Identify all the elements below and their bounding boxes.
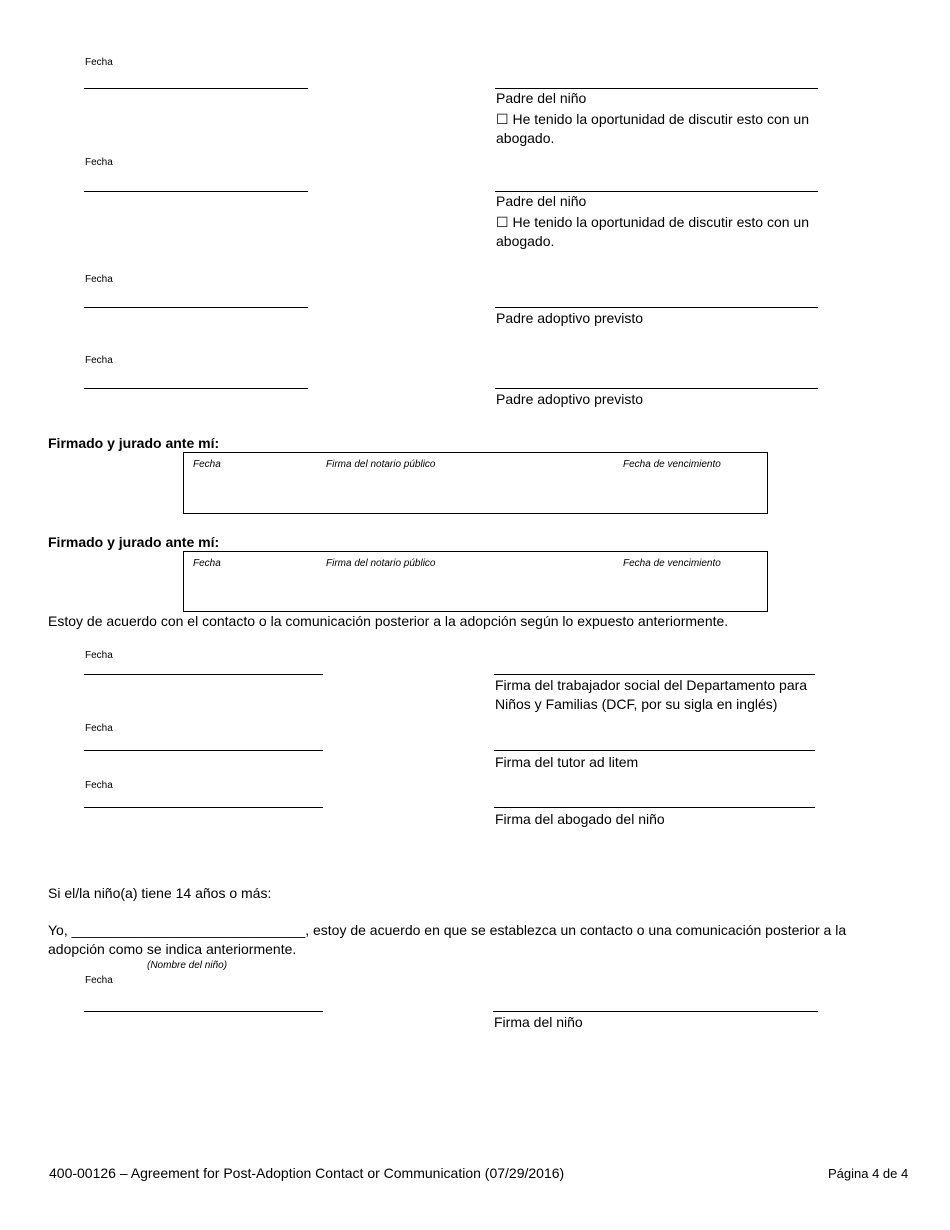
checkbox-label-cont: abogado. bbox=[496, 233, 555, 249]
footer-page-number: Página 4 de 4 bbox=[828, 1166, 909, 1181]
signature-line[interactable] bbox=[494, 674, 815, 675]
agreement-text: Estoy de acuerdo con el contacto o la comunicación posterior a la adopción según lo expuesto anteriormente. bbox=[48, 613, 729, 629]
date-label: Fecha bbox=[85, 274, 113, 285]
signature-label-cont: Niños y Familias (DCF, por su sigla en inglés) bbox=[495, 696, 778, 712]
date-label: Fecha bbox=[85, 57, 113, 68]
notary-expiration-label: Fecha de vencimiento bbox=[623, 558, 721, 569]
notary-date-label: Fecha bbox=[193, 558, 221, 569]
date-label: Fecha bbox=[85, 157, 113, 168]
signature-label: Firma del trabajador social del Departamento para bbox=[495, 677, 808, 693]
date-line[interactable] bbox=[84, 807, 323, 808]
footer-form-id: 400-00126 – Agreement for Post-Adoption Contact or Communication (07/29/2016) bbox=[49, 1165, 565, 1181]
child-consent-line-cont: adopción como se indica anteriormente. bbox=[48, 941, 297, 957]
signature-label: Padre del niño bbox=[496, 193, 587, 209]
signature-label: Firma del tutor ad litem bbox=[495, 754, 639, 770]
checkbox-label-cont: abogado. bbox=[496, 130, 555, 146]
date-line[interactable] bbox=[84, 307, 308, 308]
date-label: Fecha bbox=[85, 355, 113, 366]
checkbox-label: He tenido la oportunidad de discutir esto con un bbox=[512, 111, 809, 127]
date-line[interactable] bbox=[84, 191, 308, 192]
notary-box[interactable] bbox=[183, 452, 768, 514]
date-label: Fecha bbox=[85, 650, 113, 661]
date-label: Fecha bbox=[85, 780, 113, 791]
checkbox-label: He tenido la oportunidad de discutir esto con un bbox=[512, 214, 809, 230]
signature-line[interactable] bbox=[495, 388, 818, 389]
notary-heading: Firmado y jurado ante mí: bbox=[48, 534, 220, 550]
signature-line[interactable] bbox=[494, 807, 815, 808]
signature-line[interactable] bbox=[494, 750, 815, 751]
date-line[interactable] bbox=[84, 88, 308, 89]
date-line[interactable] bbox=[84, 750, 323, 751]
child-name-caption: (Nombre del niño) bbox=[147, 960, 228, 971]
notary-signature-label: Firma del notario público bbox=[326, 459, 436, 470]
notary-heading: Firmado y jurado ante mí: bbox=[48, 435, 220, 451]
child-consent-line[interactable]: Yo, ______________________________, estoy de acuerdo en que se establezca un contacto o una comunicación posterior a la bbox=[48, 922, 847, 938]
signature-label: Padre del niño bbox=[496, 90, 587, 106]
signature-line[interactable] bbox=[493, 1011, 818, 1012]
signature-label: Padre adoptivo previsto bbox=[496, 310, 644, 326]
signature-label: Padre adoptivo previsto bbox=[496, 391, 644, 407]
child-section-heading: Si el/la niño(a) tiene 14 años o más: bbox=[48, 885, 272, 901]
notary-signature-label: Firma del notario público bbox=[326, 558, 436, 569]
date-label: Fecha bbox=[85, 975, 113, 986]
checkbox-icon[interactable]: ☐ bbox=[496, 111, 513, 127]
attorney-checkbox-row bbox=[496, 213, 809, 232]
notary-expiration-label: Fecha de vencimiento bbox=[623, 459, 721, 470]
signature-label: Firma del abogado del niño bbox=[495, 811, 665, 827]
attorney-checkbox-row bbox=[496, 110, 809, 129]
date-line[interactable] bbox=[84, 388, 308, 389]
notary-box[interactable] bbox=[183, 551, 768, 612]
date-line[interactable] bbox=[84, 1011, 323, 1012]
notary-date-label: Fecha bbox=[193, 459, 221, 470]
date-label: Fecha bbox=[85, 723, 113, 734]
date-line[interactable] bbox=[84, 674, 323, 675]
checkbox-icon[interactable]: ☐ bbox=[496, 214, 513, 230]
child-signature-label: Firma del niño bbox=[494, 1014, 583, 1030]
signature-line[interactable] bbox=[495, 307, 818, 308]
